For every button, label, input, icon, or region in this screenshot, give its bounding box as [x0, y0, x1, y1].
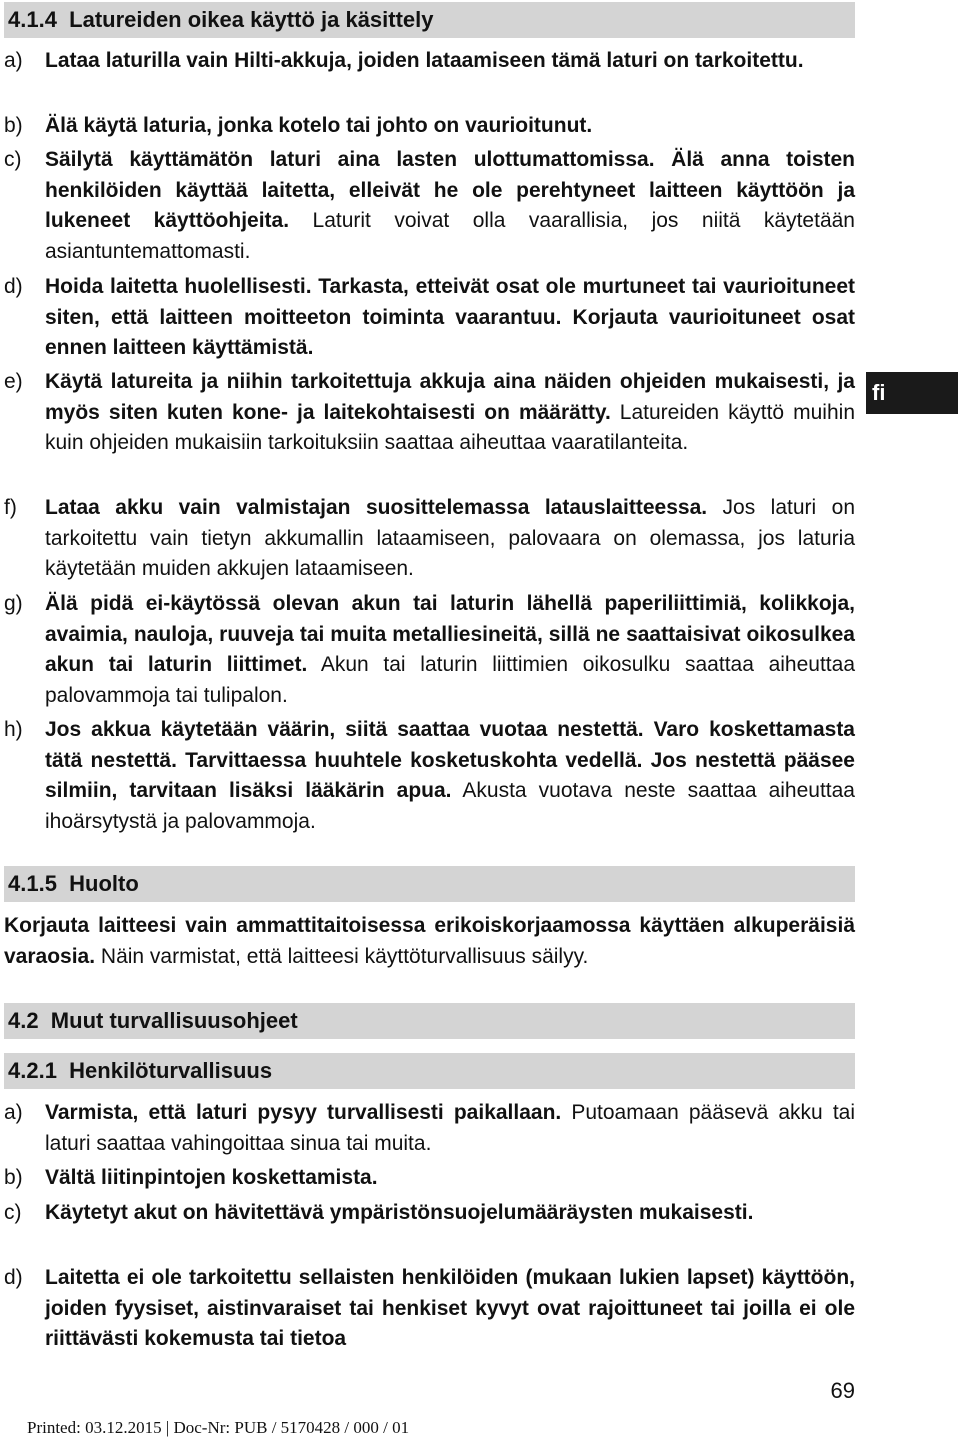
- item-text: Laturit voivat olla vaarallisia, jos niitä käytetään asiantuntemattomasti.: [45, 209, 855, 263]
- list-item-c: [4, 145, 855, 267]
- list-item-g: [4, 589, 855, 711]
- item-bold-text: Säilytä käyttämätön laturi aina lasten ulottumattomissa. Älä anna toisten henkilöiden käyttää laitetta, elleivät he ole perehtyneet laitteen käyttöön ja lukeneet käyttöohjeita.: [45, 148, 855, 232]
- print-footer: Printed: 03.12.2015 | Doc-Nr: PUB / 5170428 / 000 / 01: [27, 1418, 410, 1437]
- item-bold-text: Vältä liitinpintojen koskettamista.: [45, 1166, 378, 1189]
- item-bold-text: Älä käytä laturia, jonka kotelo tai johto on vaurioitunut.: [45, 114, 593, 137]
- section-heading-4-2-1: 4.2.1 Henkilöturvallisuus: [4, 1053, 855, 1089]
- page-number: 69: [830, 1378, 855, 1403]
- list-item-d: [4, 1263, 855, 1355]
- list-item-f: [4, 493, 855, 585]
- item-text: Latureiden käyttö muihin kuin ohjeiden mukaisiin tarkoituksiin saattaa aiheuttaa vaaratilanteita.: [45, 400, 855, 454]
- item-text: Akusta vuotava neste saattaa aiheuttaa ihoärsytystä ja palovammoja.: [45, 779, 855, 833]
- huolto-paragraph: [4, 911, 855, 972]
- huolto-text: Näin varmistat, että laitteesi käyttöturvallisuus säilyy.: [95, 944, 589, 968]
- item-label: b): [4, 114, 23, 137]
- item-label: h): [4, 718, 23, 741]
- item-label: c): [4, 1201, 22, 1224]
- language-tab: fi: [866, 372, 958, 414]
- item-bold-text: Älä pidä ei-käytössä olevan akun tai laturin lähellä paperiliittimiä, kolikkoja, avaimia, nauloja, ruuveja tai muita metalliesineitä, sillä ne saattaisivat oikosulkea akun tai laturin liittimet.: [45, 592, 855, 676]
- list-item-a: [4, 46, 855, 77]
- section-heading-4-1-4: 4.1.4 Latureiden oikea käyttö ja käsittely: [4, 2, 855, 38]
- item-label: e): [4, 370, 23, 393]
- item-bold-text: Hoida laitetta huolellisesti. Tarkasta, etteivät osat ole murtuneet tai vaurioituneet siten, että laitteen moitteeton toiminta vaarantuu. Korjauta vaurioituneet osat ennen laitteen käyttämistä.: [45, 275, 855, 359]
- list-item-b: [4, 1163, 855, 1194]
- item-bold-text: Jos akkua käytetään väärin, siitä saattaa vuotaa nestettä. Varo koskettamasta tätä nestettä. Tarvittaessa huuhtele kosketuskohta vedellä. Jos nestettä pääsee silmiin, tarvitaan lisäksi lääkärin apua.: [45, 718, 855, 802]
- list-item-c: [4, 1198, 855, 1229]
- item-bold-text: Varmista, että laturi pysyy turvallisesti paikallaan.: [45, 1101, 562, 1124]
- item-bold-text: Käytetyt akut on hävitettävä ympäristönsuojelumääräysten mukaisesti.: [45, 1201, 754, 1224]
- item-label: d): [4, 275, 23, 298]
- item-label: d): [4, 1266, 23, 1289]
- item-bold-text: Käytä latureita ja niihin tarkoitettuja akkuja aina näiden ohjeiden mukaisesti, ja myös siten kuten kone- ja laitekohtaisesti on määrätty.: [45, 370, 855, 424]
- huolto-bold-text: Korjauta laitteesi vain ammattitaitoisessa erikoiskorjaamossa käyttäen alkuperäisiä varaosia.: [4, 914, 855, 968]
- item-text: Jos laturi on tarkoitettu vain tietyn akkumallin lataamiseen, palovaara on olemassa, jos laturia käytetään muiden akkujen lataamiseen.: [45, 496, 856, 580]
- list-item-e: [4, 367, 855, 459]
- list-item-a: [4, 1098, 855, 1159]
- item-label: a): [4, 49, 23, 72]
- item-label: c): [4, 148, 22, 171]
- list-item-b: [4, 111, 855, 142]
- item-bold-text: Laitetta ei ole tarkoitettu sellaisten henkilöiden (mukaan lukien lapset) käyttöön, joiden fyysiset, aistinvaraiset tai henkiset kyvyt ovat rajoittuneet tai joilla ei ole riittävästi kokemusta tai tietoa: [45, 1266, 855, 1350]
- item-text: Akun tai laturin liittimien oikosulku saattaa aiheuttaa palovammoja tai tulipalon.: [45, 653, 855, 707]
- item-bold-text: Lataa laturilla vain Hilti-akkuja, joiden lataamiseen tämä laturi on tarkoitettu.: [45, 49, 804, 72]
- item-bold-text: Lataa akku vain valmistajan suosittelemassa latauslaitteessa.: [45, 496, 708, 519]
- item-label: b): [4, 1166, 23, 1189]
- list-item-d: [4, 272, 855, 364]
- item-label: g): [4, 592, 23, 615]
- item-text: Putoamaan pääsevä akku tai laturi saattaa vahingoittaa sinua tai muita.: [45, 1101, 856, 1155]
- item-label: f): [4, 496, 17, 519]
- list-item-h: [4, 715, 855, 837]
- item-label: a): [4, 1101, 23, 1124]
- section-heading-4-2: 4.2 Muut turvallisuusohjeet: [4, 1003, 855, 1039]
- section-heading-4-1-5: 4.1.5 Huolto: [4, 866, 855, 902]
